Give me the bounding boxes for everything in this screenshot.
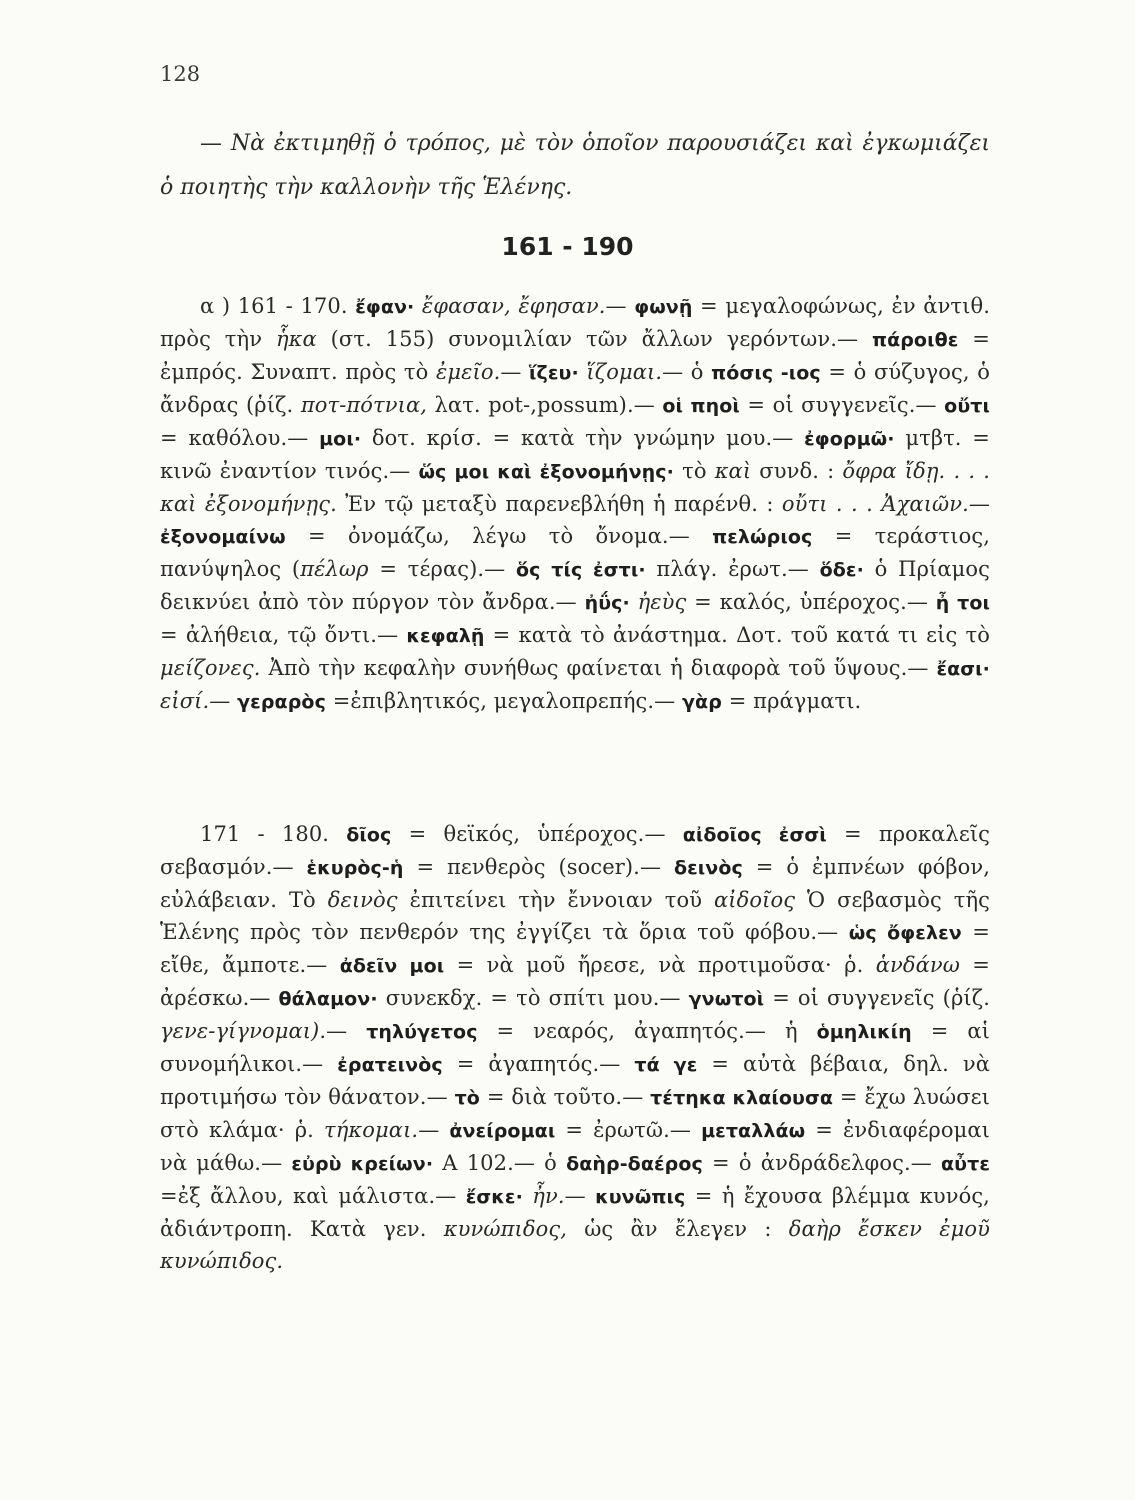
lemma-term: κυνῶπις xyxy=(595,1186,686,1208)
gloss-text: = ἐνδιαφέρομαι νὰ μάθω.— xyxy=(160,1118,990,1175)
gloss-text: = ἀλήθεια, τῷ ὄντι.— xyxy=(160,623,407,647)
gloss-text: — xyxy=(564,1184,596,1208)
gloss-text: = αἱ συνομήλικοι.— xyxy=(160,1019,990,1076)
gloss-text: = θεϊκός, ὑπέροχος.— xyxy=(391,822,683,846)
gloss-text: = κατὰ τὸ ἀνάστημα. Δοτ. τοῦ κατά τι εἰς τὸ xyxy=(484,623,990,647)
gloss-text: =ἐπιβλητικός, μεγαλοπρεπής.— xyxy=(325,689,683,713)
lemma-term: ὥς μοι καὶ ἐξονομήνῃς· xyxy=(418,461,674,483)
gloss-text: = ἐμπρός. Συναπτ. πρὸς τὸ xyxy=(160,327,990,384)
lemma-term: ἵζευ· xyxy=(529,362,579,384)
gloss-text: = πράγματι. xyxy=(721,689,862,713)
lemma-term: τέτηκα κλαίουσα xyxy=(650,1087,834,1109)
lemma-term: τηλύγετος xyxy=(366,1021,478,1043)
lemma-term: ἐξονομαίνω xyxy=(160,526,286,548)
gloss-text: — xyxy=(605,294,635,318)
lemma-term: θάλαμον· xyxy=(278,988,378,1010)
italic-text: δαὴρ ἔσκεν ἐμοῦ κυνώπιδος. xyxy=(160,1217,991,1273)
gloss-text: λατ. pot-,possum).— xyxy=(427,393,663,417)
gloss-text: — xyxy=(326,1019,367,1043)
gloss-text: = ἀρέσκω.— xyxy=(160,953,990,1010)
gloss-text: — xyxy=(209,689,238,713)
gloss-text: συνεκδχ. = τὸ σπίτι μου.— xyxy=(377,986,689,1010)
gloss-text: = ὁ ἐμπνέων φόβον, εὐλάβειαν. Τὸ xyxy=(160,855,990,912)
gloss-text: Ἐν τῷ μεταξὺ παρενεβλήθη ἡ παρένθ. : xyxy=(336,492,782,516)
italic-text: — Νὰ ἐκτιμηθῇ ὁ τρόπος, μὲ τὸν ὁποῖον παρουσιάζει καὶ ἐγκωμιάζει ὁ ποιητὴς τὴν καλλονὴν τῆς Ἑλένης. xyxy=(160,131,990,200)
lemma-term: ἀδεῖν μοι xyxy=(339,955,445,977)
lemma-term: ὅδε· xyxy=(819,559,864,581)
italic-text: εἰσί. xyxy=(160,689,210,713)
lemma-term: ἐρατεινὸς xyxy=(337,1054,443,1076)
italic-text: γενε-γίγνομαι). xyxy=(160,1019,327,1043)
italic-text: ἵζομαι. xyxy=(578,360,663,384)
italic-text: ἔφασαν, ἔφησαν. xyxy=(414,294,606,318)
lemma-term: μοι· xyxy=(319,428,362,450)
italic-text: ἦν. xyxy=(522,1184,565,1208)
lemma-term: πελώριος xyxy=(712,526,813,548)
italic-text: ἧκα xyxy=(275,327,317,351)
gloss-text: = ἀγαπητός.— xyxy=(442,1052,635,1076)
gloss-text: = οἱ συγγενεῖς (ῥίζ. xyxy=(764,986,990,1010)
gloss-text: Α 102.— ὁ xyxy=(433,1151,567,1175)
gloss-text: = ὀνομάζω, λέγω τὸ ὄνομα.— xyxy=(285,524,713,548)
lemma-term: φωνῇ xyxy=(634,296,693,318)
gloss-text: = νεαρός, ἀγαπητός.— ἡ xyxy=(477,1019,817,1043)
italic-text: δεινὸς xyxy=(327,888,398,912)
lemma-term: γὰρ xyxy=(682,691,722,713)
lemma-term: οὔτι xyxy=(944,395,990,417)
intro-question xyxy=(160,122,990,210)
italic-text: αἰδοῖος xyxy=(714,888,796,912)
italic-text: καὶ xyxy=(714,459,752,483)
gloss-text: (στ. 155) συνομιλίαν τῶν ἄλλων γερόντων.— xyxy=(316,327,872,351)
page-number: 128 xyxy=(160,62,201,86)
lemma-term: δαὴρ-δαέρος xyxy=(566,1153,703,1175)
gloss-text: = ἔχω λυώσει στὸ κλάμα· ῥ. xyxy=(160,1085,990,1142)
gloss-text: = εἴθε, ἄμποτε.— xyxy=(160,920,990,977)
gloss-text: = διὰ τοῦτο.— xyxy=(479,1085,651,1109)
lemma-term: πάροιθε xyxy=(871,329,959,351)
lemma-term: εὐρὺ κρείων· xyxy=(291,1153,434,1175)
gloss-text: = ἡ ἔχουσα βλέμμα κυνός, ἀδιάντροπη. Κατὰ γεν. xyxy=(160,1184,990,1241)
commentary-paragraph-161-170 xyxy=(160,290,990,718)
gloss-text: = προκαλεῖς σεβασμόν.— xyxy=(160,822,991,879)
gloss-text: = αὐτὰ βέβαια, δηλ. νὰ προτιμήσω τὸν θάνατον.— xyxy=(160,1052,991,1109)
lemma-term: ἦ τοι xyxy=(935,592,990,614)
lemma-term: ἑκυρὸς-ἡ xyxy=(306,857,404,879)
gloss-text: = μεγαλοφώνως, ἐν ἀντιθ. πρὸς τὴν xyxy=(160,294,991,351)
gloss-text: = οἱ συγγενεῖς.— xyxy=(739,393,945,417)
gloss-text: ἐπιτείνει τὴν ἔννοιαν τοῦ xyxy=(397,888,715,912)
lemma-term: μεταλλάω xyxy=(701,1120,806,1142)
lemma-term: ἐφορμῶ· xyxy=(804,428,895,450)
lemma-term: γεραρὸς xyxy=(237,691,326,713)
gloss-text: τὸ xyxy=(673,459,715,483)
lemma-term: πόσις -ιος xyxy=(711,362,821,384)
gloss-text: = ὁ ἀνδράδελφος.— xyxy=(702,1151,942,1175)
gloss-text: — xyxy=(968,492,991,516)
gloss-text: = καθόλου.— xyxy=(160,426,320,450)
lemma-term: ἀνείρομαι xyxy=(449,1120,556,1142)
lemma-term: ἔφαν· xyxy=(355,296,415,318)
gloss-text: μτβτ. = κινῶ ἐναντίον τινός.— xyxy=(160,426,991,483)
gloss-text: = ἐρωτῶ.— xyxy=(555,1118,702,1142)
italic-text: ἠεὺς xyxy=(629,590,687,614)
lemma-term: δεινὸς xyxy=(673,857,743,879)
italic-text: ἁνδάνω xyxy=(875,953,960,977)
lemma-term: ἔασι· xyxy=(936,658,990,680)
italic-text: ὄφρα ἴδῃ. . . . καὶ ἐξονομήνῃς. xyxy=(160,459,990,516)
gloss-text: Ὁ σεβασμὸς τῆς Ἑλένης πρὸς τὸν πενθερόν της ἐγγίζει τὰ ὅρια τοῦ φόβου.— xyxy=(160,888,990,944)
gloss-text: = τεράστιος, πανύψηλος ( xyxy=(160,524,990,581)
gloss-text: =ἐξ ἄλλου, καὶ μάλιστα.— xyxy=(160,1184,466,1208)
lemma-term: ὅς τίς ἐστι· xyxy=(516,559,646,581)
gloss-text: 171 - 180. xyxy=(200,822,347,846)
lemma-term: τά γε xyxy=(634,1054,698,1076)
italic-text: οὔτι . . . Ἀχαιῶν. xyxy=(781,492,969,516)
italic-text: ἐμεῖο. xyxy=(436,360,501,384)
italic-text: ποτ-πότνια, xyxy=(300,393,428,417)
gloss-text: πλάγ. ἐρωτ.— xyxy=(645,557,820,581)
gloss-text: — ὁ xyxy=(662,360,712,384)
lemma-term: αἰδοῖος ἐσσὶ xyxy=(682,824,827,846)
gloss-text: — xyxy=(418,1118,450,1142)
italic-text: πέλωρ xyxy=(300,557,369,581)
gloss-text: α ) 161 - 170. xyxy=(200,294,356,318)
italic-text: μείζονες. xyxy=(160,656,261,680)
lemma-term: τὸ xyxy=(454,1087,480,1109)
lemma-term: κεφαλῇ xyxy=(406,625,485,647)
lemma-term: οἱ πηοὶ xyxy=(662,395,740,417)
gloss-text: = ὁ σύζυγος, ὁ ἄνδρας (ῥίζ. xyxy=(160,360,990,417)
gloss-text: = καλός, ὑπέροχος.— xyxy=(686,590,936,614)
section-heading: 161 - 190 xyxy=(501,232,634,261)
gloss-text: = τέρας).— xyxy=(368,557,517,581)
gloss-text: — xyxy=(500,360,530,384)
gloss-text: ὡς ἂν ἔλεγεν : xyxy=(566,1217,789,1241)
lemma-term: αὖτε xyxy=(941,1153,991,1175)
gloss-text: ὁ Πρίαμος δεικνύει ἀπὸ τὸν πύργον τὸν ἄνδρα.— xyxy=(160,557,990,614)
lemma-term: ὡς ὄφελεν xyxy=(848,922,962,944)
commentary-paragraph-171-180 xyxy=(160,818,990,1277)
lemma-term: ἔσκε· xyxy=(465,1186,523,1208)
gloss-text: Ἀπὸ τὴν κεφαλὴν συνήθως φαίνεται ἡ διαφορὰ τοῦ ὕψους.— xyxy=(260,656,937,680)
lemma-term: ὁμηλικίη xyxy=(816,1021,912,1043)
gloss-text: = πενθερὸς (socer).— xyxy=(403,855,674,879)
gloss-text: = νὰ μοῦ ἤρεσε, νὰ προτιμοῦσα· ῥ. xyxy=(444,953,876,977)
lemma-term: γνωτοὶ xyxy=(688,988,765,1010)
gloss-text: δοτ. κρίσ. = κατὰ τὴν γνώμην μου.— xyxy=(361,426,805,450)
gloss-text: συνδ. : xyxy=(751,459,843,483)
italic-text: κυνώπιδος, xyxy=(443,1217,567,1241)
italic-text: τήκομαι. xyxy=(324,1118,419,1142)
lemma-term: δῖος xyxy=(346,824,392,846)
lemma-term: ἠΰς· xyxy=(584,592,630,614)
